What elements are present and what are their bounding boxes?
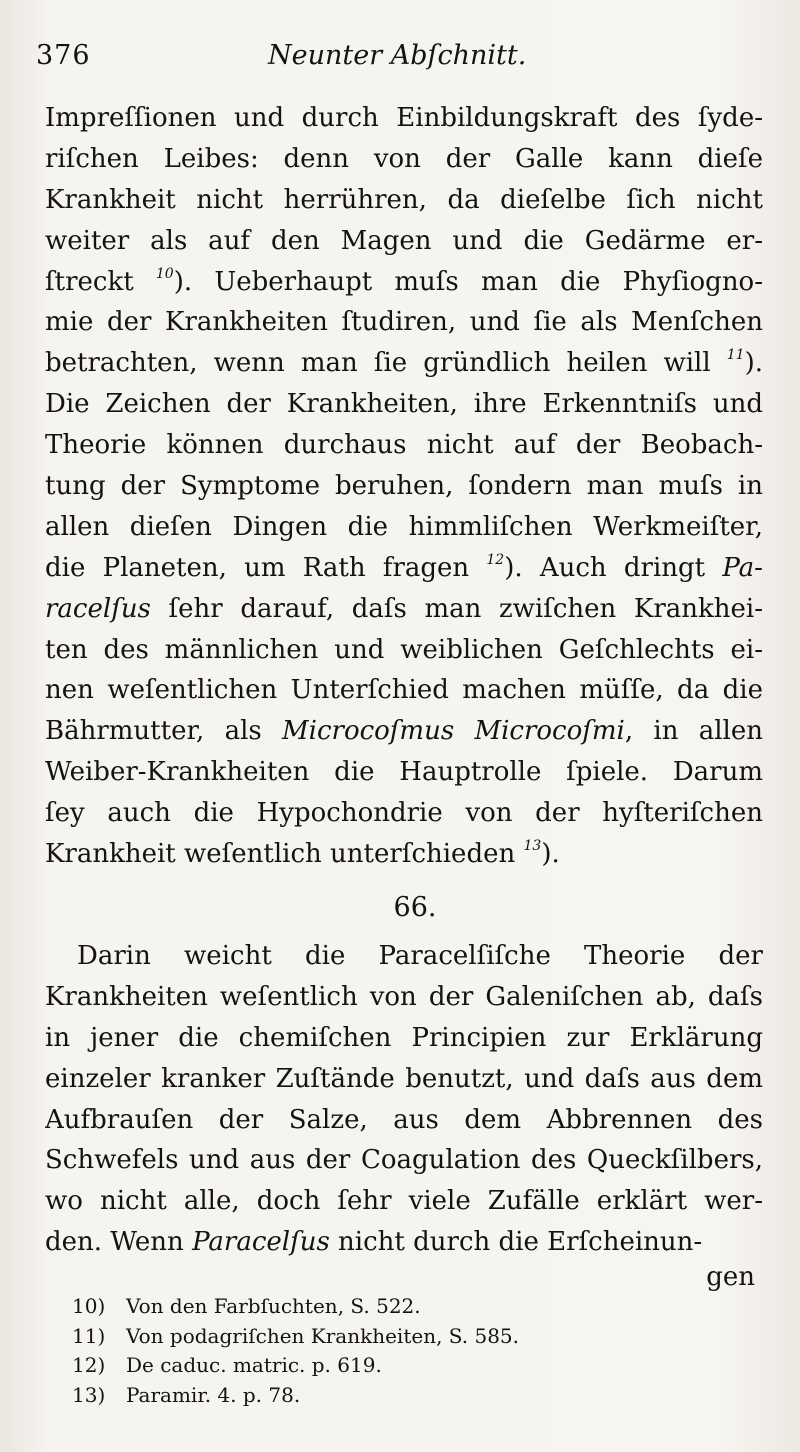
text-run: wo nicht alle, doch ſehr viele Zufälle erklärt wer-	[45, 1186, 763, 1217]
text-line	[45, 834, 763, 875]
text-line	[45, 466, 763, 507]
text-line	[45, 98, 763, 139]
text-run: Aufbrauſen der Salze, aus dem Abbrennen des	[45, 1104, 763, 1135]
footnote-number: 13)	[72, 1382, 106, 1407]
italic-text: Microcoſmus Microcoſmi	[282, 716, 625, 747]
text-line	[45, 507, 763, 548]
italic-text: racelſus	[45, 593, 151, 624]
footnote	[72, 1381, 692, 1411]
footnote-text: Paramir. 4. p. 78.	[126, 1382, 301, 1407]
text-run: die Planeten, um Rath fragen	[45, 552, 487, 583]
footnote-number: 10)	[72, 1294, 106, 1318]
text-line	[45, 343, 763, 384]
running-head: Neunter Abſchnitt.	[268, 40, 527, 71]
text-line	[45, 384, 763, 425]
text-run: mie der Krankheiten ſtudiren, und ſie als Menſchen	[45, 307, 763, 338]
text-run: Theorie können durchaus nicht auf der Beobach-	[45, 430, 763, 461]
text-run: ten des männlichen und weiblichen Geſchlechts ei-	[45, 634, 763, 665]
text-run: Darin weicht die Paracelſiſche Theorie der	[77, 941, 763, 971]
text-line	[45, 1100, 763, 1141]
footnote	[72, 1322, 692, 1352]
text-line	[45, 1222, 763, 1263]
italic-text: Pa-	[722, 552, 763, 583]
footnote-marker: 12	[486, 551, 505, 568]
text-run: einzeler kranker Zuſtände benutzt, und daſs aus dem	[45, 1063, 763, 1094]
text-run: Impreſſionen und durch Einbildungskraft des ſyde-	[45, 103, 763, 133]
page-number: 376	[36, 40, 91, 71]
text-run: in jener die chemiſchen Principien zur Erklärung	[45, 1022, 763, 1053]
text-run: weiter als auf den Magen und die Gedärme er-	[45, 225, 763, 256]
text-run: ſtreckt	[45, 266, 156, 297]
footnotes	[72, 1292, 692, 1410]
text-line	[45, 1018, 763, 1059]
section-number: 66.	[393, 892, 437, 923]
footnote-marker: 11	[726, 347, 745, 364]
text-line	[45, 1059, 763, 1100]
catchword: gen	[706, 1262, 755, 1292]
text-run: ſey auch die Hypochondrie von der hyſteriſchen	[45, 798, 763, 829]
footnote-marker: 10	[155, 265, 174, 282]
text-line	[45, 548, 763, 589]
text-line	[45, 139, 763, 180]
text-run: ). Auch dringt	[504, 552, 723, 583]
text-run: Die Zeichen der Krankheiten, ihre Erkenntniſs und	[45, 389, 763, 420]
paragraph-section-66	[45, 936, 763, 1263]
text-run: Krankheit weſentlich unterſchieden	[45, 839, 524, 870]
text-run: betrachten, wenn man ſie gründlich heilen will	[45, 348, 727, 379]
footnote-text: Von podagriſchen Krankheiten, S. 585.	[126, 1323, 520, 1348]
text-run: tung der Symptome beruhen, ſondern man muſs in	[45, 471, 763, 502]
text-line	[45, 589, 763, 630]
text-line	[45, 630, 763, 671]
text-line	[45, 262, 763, 303]
text-line	[45, 1181, 763, 1222]
text-run: allen dieſen Dingen die himmliſchen Werkmeiſter,	[45, 511, 763, 542]
text-run: Krankheit nicht herrühren, da dieſelbe ſich nicht	[45, 184, 763, 215]
text-line	[45, 180, 763, 221]
footnote	[72, 1292, 692, 1322]
text-run: Krankheiten weſentlich von der Galeniſchen ab, daſs	[45, 981, 763, 1012]
text-run: den. Wenn	[45, 1227, 193, 1258]
text-run: nen weſentlichen Unterſchied machen müſſe, da die	[45, 675, 763, 706]
text-run: , in allen	[624, 716, 763, 747]
footnote-text: Von den Farbſuchten, S. 522.	[126, 1294, 421, 1318]
footnote	[72, 1351, 692, 1381]
text-line	[45, 221, 763, 262]
italic-text: Paracelſus	[192, 1227, 330, 1258]
text-run: nicht durch die Erſcheinun-	[329, 1227, 703, 1258]
text-run: riſchen Leibes: denn von der Galle kann dieſe	[45, 143, 763, 174]
footnote-number: 11)	[72, 1323, 106, 1348]
footnote-marker: 13	[523, 838, 542, 855]
text-run: ). Ueberhaupt muſs man die Phyſiogno-	[173, 266, 763, 297]
text-run: ſehr darauf, daſs man zwiſchen Krankhei-	[150, 593, 763, 624]
text-run: Weiber-Krankheiten die Hauptrolle ſpiele. Darum	[45, 757, 763, 788]
text-line	[45, 793, 763, 834]
text-line	[45, 977, 763, 1018]
footnote-text: De caduc. matric. p. 619.	[126, 1353, 382, 1377]
text-line	[45, 936, 763, 977]
paragraph-continued	[45, 98, 763, 875]
text-run: Bährmutter, als	[45, 716, 283, 747]
text-run: Schwefels und aus der Coagulation des Queckſilbers,	[45, 1145, 763, 1176]
text-run: ).	[541, 839, 560, 870]
text-line	[45, 1140, 763, 1181]
text-line	[45, 670, 763, 711]
text-run: ).	[744, 348, 763, 379]
page-header	[36, 40, 766, 80]
text-line	[45, 752, 763, 793]
text-line	[45, 711, 763, 752]
text-line	[45, 302, 763, 343]
footnote-number: 12)	[72, 1353, 106, 1377]
text-line	[45, 425, 763, 466]
